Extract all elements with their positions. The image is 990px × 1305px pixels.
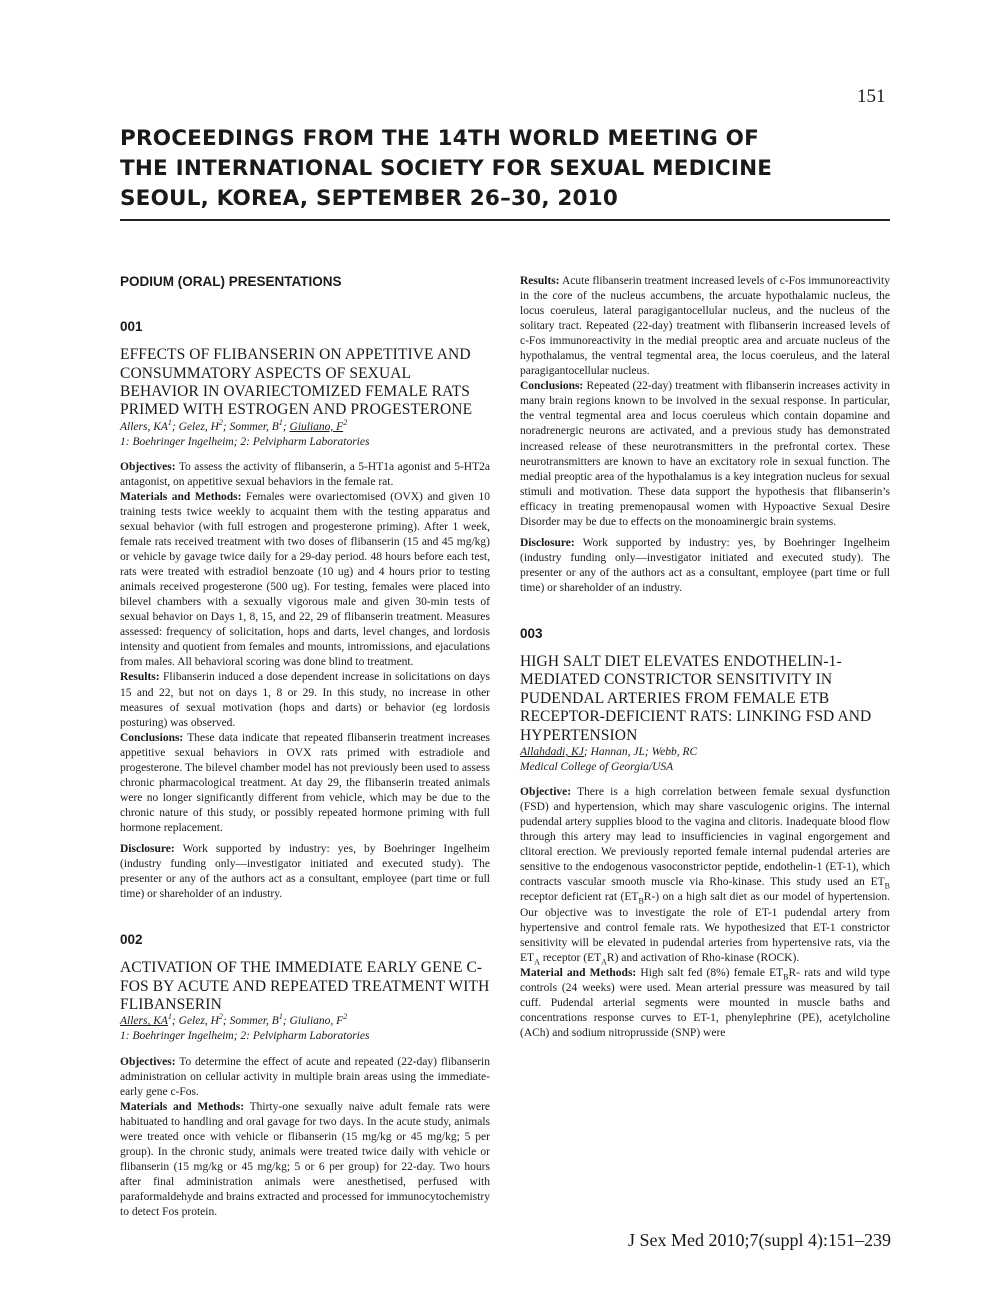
author: Giuliano, F	[289, 1015, 344, 1028]
presenting-author: Giuliano, F	[289, 420, 344, 433]
presenting-author: Allers, KA	[120, 1015, 168, 1028]
author: Gelez, H	[178, 1015, 219, 1028]
affiliation: Medical College of Georgia/USA	[520, 761, 674, 774]
author: Gelez, H	[178, 420, 219, 433]
conclusions-paragraph: Conclusions: Repeated (22-day) treatment with flibanserin increases activity in many brain regions known to be involved in the sexual response. In particular, the ventral tegmental area and locus coeruleus which contain dopamine and noradrenergic neurons are activated, and a previous study has demonstrated increased release of these neurotransmitters in the prefrontal cortex. These neurotransmitters are known to have an excitatory role in sexual function. The medial preoptic area of the hypothalamus is a key integration nucleus for sexual stimuli and motivation. These data support the hypothesis that flibanserin’s efficacy in treating premenopausal women with Hypoactive Sexual Desire Disorder may be due to effects on the monoaminergic brain systems.	[520, 380, 891, 528]
title-line-1: PROCEEDINGS FROM THE 14TH WORLD MEETING OF	[120, 126, 759, 151]
proceedings-title	[120, 124, 900, 214]
author-list: Allahdadi, KJ; Hannan, JL; Webb, RC	[520, 746, 698, 759]
right-column	[520, 274, 890, 1041]
objective-paragraph: Objective: There is a high correlation between female sexual dysfunction (FSD) and hypertension, which may share vasculogenic origins. The internal pudendal artery supplies blood to the vagina and clitoris. Inadequate blood flow through this artery may lead to insufficiencies in vaginal engorgement and clitoral erection. We previously reported female internal pudendal arteries are sensitive to the endogenous vasoconstrictor peptide, endothelin-1 (ET-1), which contracts vascular smooth muscle via Rho-kinase. This study used an $ET_B$ receptor deficient rat $(ET_BR-)$ on a high salt diet as our model of hypertension. Our objective was to investigate the role of ET-1 pudendal artery from hypertensive and control female rats. We hypothesized that ET-1 constrictor sensitivity will be elevated in pudendal arteries from hypertensive rats, via the $ET_A$ receptor $(ET_AR)$ and activation of Rho-kinase (ROCK).	[520, 786, 890, 966]
results-paragraph: Results: Acute flibanserin treatment increased levels of c-Fos immunoreactivity in the core of the nucleus accumbens, the arcuate hypothalamic nucleus, the locus coeruleus, lateral paragigantocellular nucleus, and the nucleus of the solitary tract. Repeated (22-day) treatment with flibanserin increased levels of c-Fos immunoreactivity in the medial preoptic area and arcuate nucleus of the hypothalamus, the ventral tegmental area, the locus coeruleus, and the lateral paragigantocellular nucleus.	[520, 275, 890, 378]
methods-paragraph: Materials and Methods: Females were ovariectomised (OVX) and given 10 training tests twice weekly to acquaint them with the testing apparatus and sexual behavior (with full estrogen and progesterone priming). After 1 week, female rats received treatment with two doses of flibanserin (15 and 45 mg/kg) or vehicle by gavage twice daily for a 29-day period. 48 hours before each test, rats were treated with estradiol benzoate (10 ug) and 4 hours prior to testing animals received progesterone (500 ug). For testing, females were placed into bilevel chambers with a sexually vigorous male and given 30-min tests of sexual behavior on Days 1, 8, 15, and 22, 29 of flibanserin treatment. Measures assessed: frequency of solicitation, hops and darts, level changes, and lordosis intensity and quotient from females and mounts, intromissions, and ejaculations from males. All behavioral scoring was done blind to treatment.	[120, 490, 491, 669]
left-column	[120, 270, 490, 1220]
abstract-number: 002	[120, 932, 143, 948]
affiliation: 1: Boehringer Ingelheim; 2: Pelvipharm Laboratories	[120, 1030, 370, 1043]
page-number: 151	[857, 86, 886, 107]
abstract-number: 003	[520, 625, 543, 641]
conclusions-paragraph: Conclusions: These data indicate that repeated flibanserin treatment increases appetitive sexual behaviors in OVX rats primed with estradiole and progesterone. The bilevel chamber model has not previously been used to assess chronic pharmacological treatment. At day 29, the flibanserin treated animals were no longer significantly different from vehicle, which may be due to the chronic nature of this study, or possibly repeated hormone priming with full hormone replacement.	[120, 731, 490, 834]
author: Allers, KA	[120, 420, 168, 433]
objectives-paragraph: Objectives: To determine the effect of acute and repeated (22-day) flibanserin administration on cellular activity in multiple brain areas using the immediate-early gene c-Fos.	[120, 1055, 490, 1098]
author: Sommer, B	[229, 1015, 279, 1028]
journal-citation: J Sex Med 2010;7(suppl 4):151–239	[628, 1230, 891, 1250]
results-paragraph: Results: Flibanserin induced a dose dependent increase in solicitations on days 15 and 22, but not on days 1, 8 or 29. In this study, no increase in other measures of sexual motivation (hops and darts) or behavior (eg lordosis posturing) was observed.	[120, 671, 490, 729]
objectives-paragraph: Objectives: To assess the activity of flibanserin, a 5-HT1a agonist and 5-HT2a antagonist, on appetitive sexual behaviors in the female rat.	[120, 460, 490, 488]
abstract-title: EFFECTS OF FLIBANSERIN ON APPETITIVE AND CONSUMMATORY ASPECTS OF SEXUAL BEHAVIOR IN OVARIECTOMIZED FEMALE RATS PRIMED WITH ESTROGEN AND PROGESTERONE	[120, 346, 473, 419]
abstract-number: 001	[120, 319, 143, 335]
author: Hannan, JL	[590, 746, 645, 759]
methods-paragraph: Materials and Methods: Thirty-one sexually naive adult female rats were habituated to handling and oral gavage for two days. In the acute study, animals were treated once with vehicle or flibanserin (15 mg/kg or 45 mg/kg; 5 per group). In the chronic study, animals were treated twice daily with vehicle or flibanserin (15 mg/kg or 45 mg/kg; 5 or 6 per group) for 22-day. Two hours after final administration animals were anesthetised, perfused with paraformaldehyde and brains extracted and processed for immunocytochemistry to detect Fos protein.	[120, 1100, 491, 1218]
abstract-003	[520, 626, 890, 1041]
affiliation: 1: Boehringer Ingelheim; 2: Pelvipharm Laboratories	[120, 435, 370, 448]
author: Sommer, B	[229, 420, 279, 433]
author-list: Allers, $KA^1$; Gelez, $H^2$; Sommer, $B^1$; Giuliano, $F^2$	[120, 417, 348, 433]
author-list: Allers, $KA^1$; Gelez, $H^2$; Sommer, $B^1$; Giuliano, $F^2$	[120, 1012, 348, 1028]
abstract-title: ACTIVATION OF THE IMMEDIATE EARLY GENE C-FOS BY ACUTE AND REPEATED TREATMENT WITH FLIBANSERIN	[120, 959, 490, 1014]
disclosure-paragraph: Disclosure: Work supported by industry: yes, by Boehringer Ingelheim (industry funding only—investigator initiated and executed study). The presenter or any of the authors act as a consultant, employee (part time or full time) or shareholder of an industry.	[520, 536, 890, 594]
methods-paragraph: Material and Methods: High salt fed (8%) female $ET_BR-$ rats and wild type controls (24 weeks) were used. Mean arterial pressure was measured by tail cuff. Pudendal arterial segments were mounted in muscle baths and concentrations response curves to ET-1, phenylephrine (PE), acetylcholine (ACh) and sodium nitroprusside (SNP) were	[520, 966, 891, 1039]
section-heading: PODIUM (ORAL) PRESENTATIONS	[120, 274, 342, 289]
title-line-3: SEOUL, KOREA, SEPTEMBER 26–30, 2010	[120, 186, 619, 211]
author: Webb, RC	[651, 746, 698, 759]
title-line-2: THE INTERNATIONAL SOCIETY FOR SEXUAL MEDICINE	[120, 156, 773, 181]
disclosure-paragraph: Disclosure: Work supported by industry: yes, by Boehringer Ingelheim (industry funding only—investigator initiated and executed study). The presenter or any of the authors act as a consultant, employee (part time or full time) or shareholder of an industry.	[120, 842, 490, 901]
abstract-title: HIGH SALT DIET ELEVATES ENDOTHELIN-1-MEDIATED CONSTRICTOR SENSITIVITY IN PUDENDAL ARTERIES FROM FEMALE ETB RECEPTOR-DEFICIENT RATS: LINKING FSD AND HYPERTENSION	[520, 653, 872, 744]
abstract-002-continued	[520, 274, 890, 596]
abstract-001	[120, 319, 490, 902]
abstract-002	[120, 932, 490, 1220]
presenting-author: Allahdadi, KJ	[520, 746, 584, 759]
title-rule	[120, 219, 890, 221]
